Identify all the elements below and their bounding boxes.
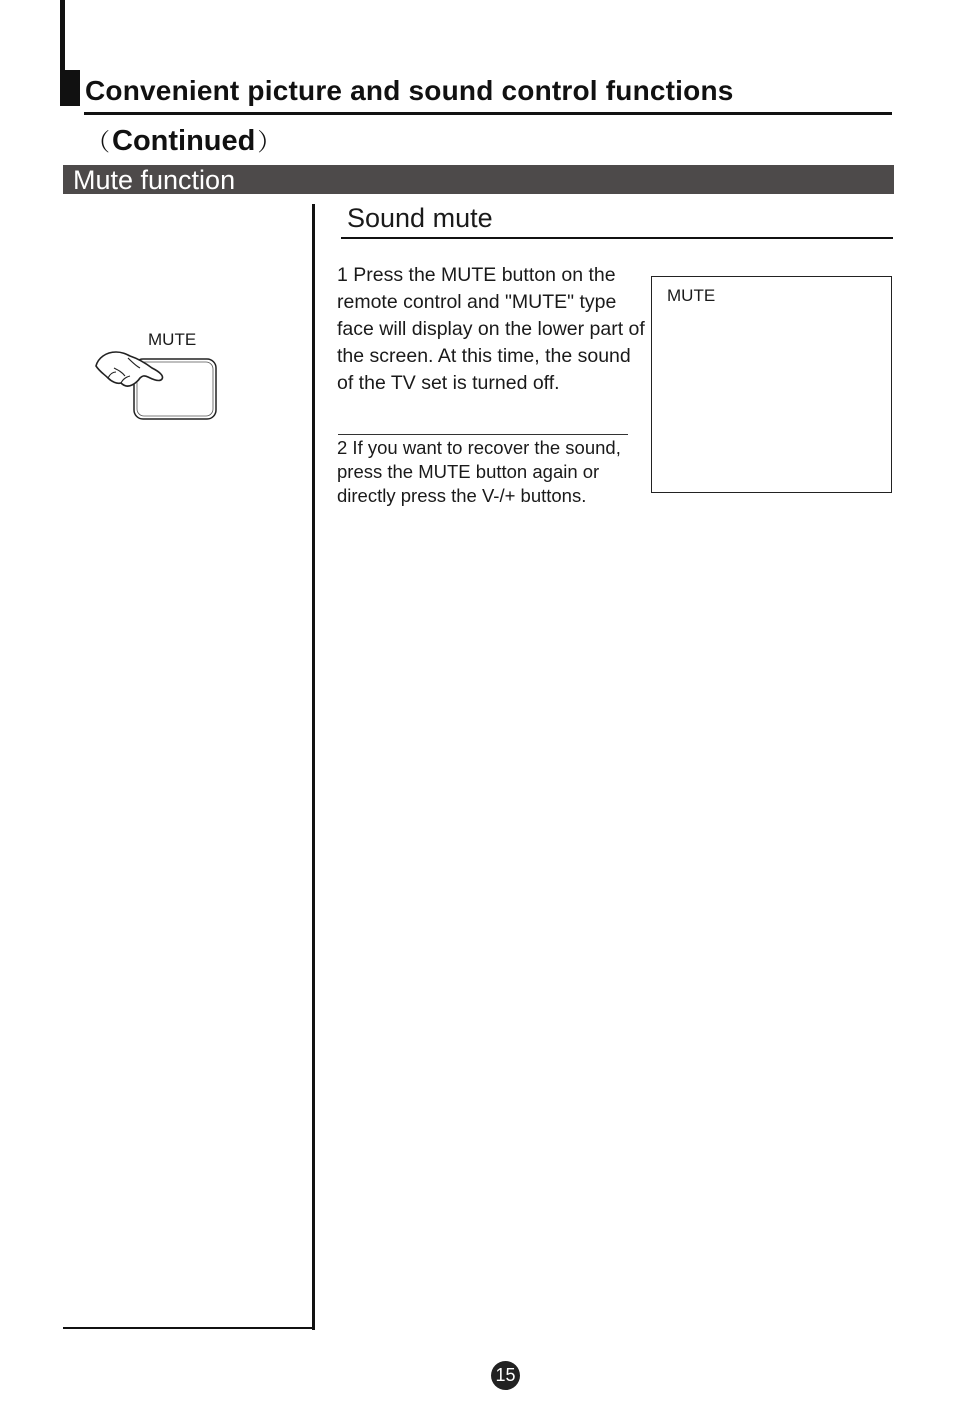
instruction-step-1: 1 Press the MUTE button on the remote control and "MUTE" type face will display on the lower part of the screen. At this time, the sound of the TV set is turned off.	[337, 264, 645, 394]
instruction-step-2: 2 If you want to recover the sound, press the MUTE button again or directly press the V-/+ buttons.	[337, 437, 621, 506]
page-number-badge: 15	[491, 1361, 520, 1390]
continued-text: Continued	[112, 125, 256, 157]
subsection-underline	[341, 237, 893, 239]
left-column-bottom-rule	[63, 1327, 315, 1329]
header-title-block	[60, 70, 80, 106]
continued-paren-close: ）	[257, 129, 282, 156]
title-underline	[84, 112, 892, 115]
mute-button-label: MUTE	[148, 330, 197, 349]
subsection-title: Sound mute	[347, 203, 493, 233]
column-divider	[312, 204, 315, 1330]
page-title: Convenient picture and sound control functions	[85, 75, 734, 106]
tv-screen-illustration	[651, 276, 892, 493]
continued-paren-open: （	[86, 129, 110, 156]
continued-label	[84, 122, 283, 158]
screen-mute-text: MUTE	[667, 286, 716, 305]
section-title: Mute function	[73, 165, 236, 195]
hand-pressing-button-icon	[92, 346, 222, 426]
step-separator	[338, 434, 628, 435]
